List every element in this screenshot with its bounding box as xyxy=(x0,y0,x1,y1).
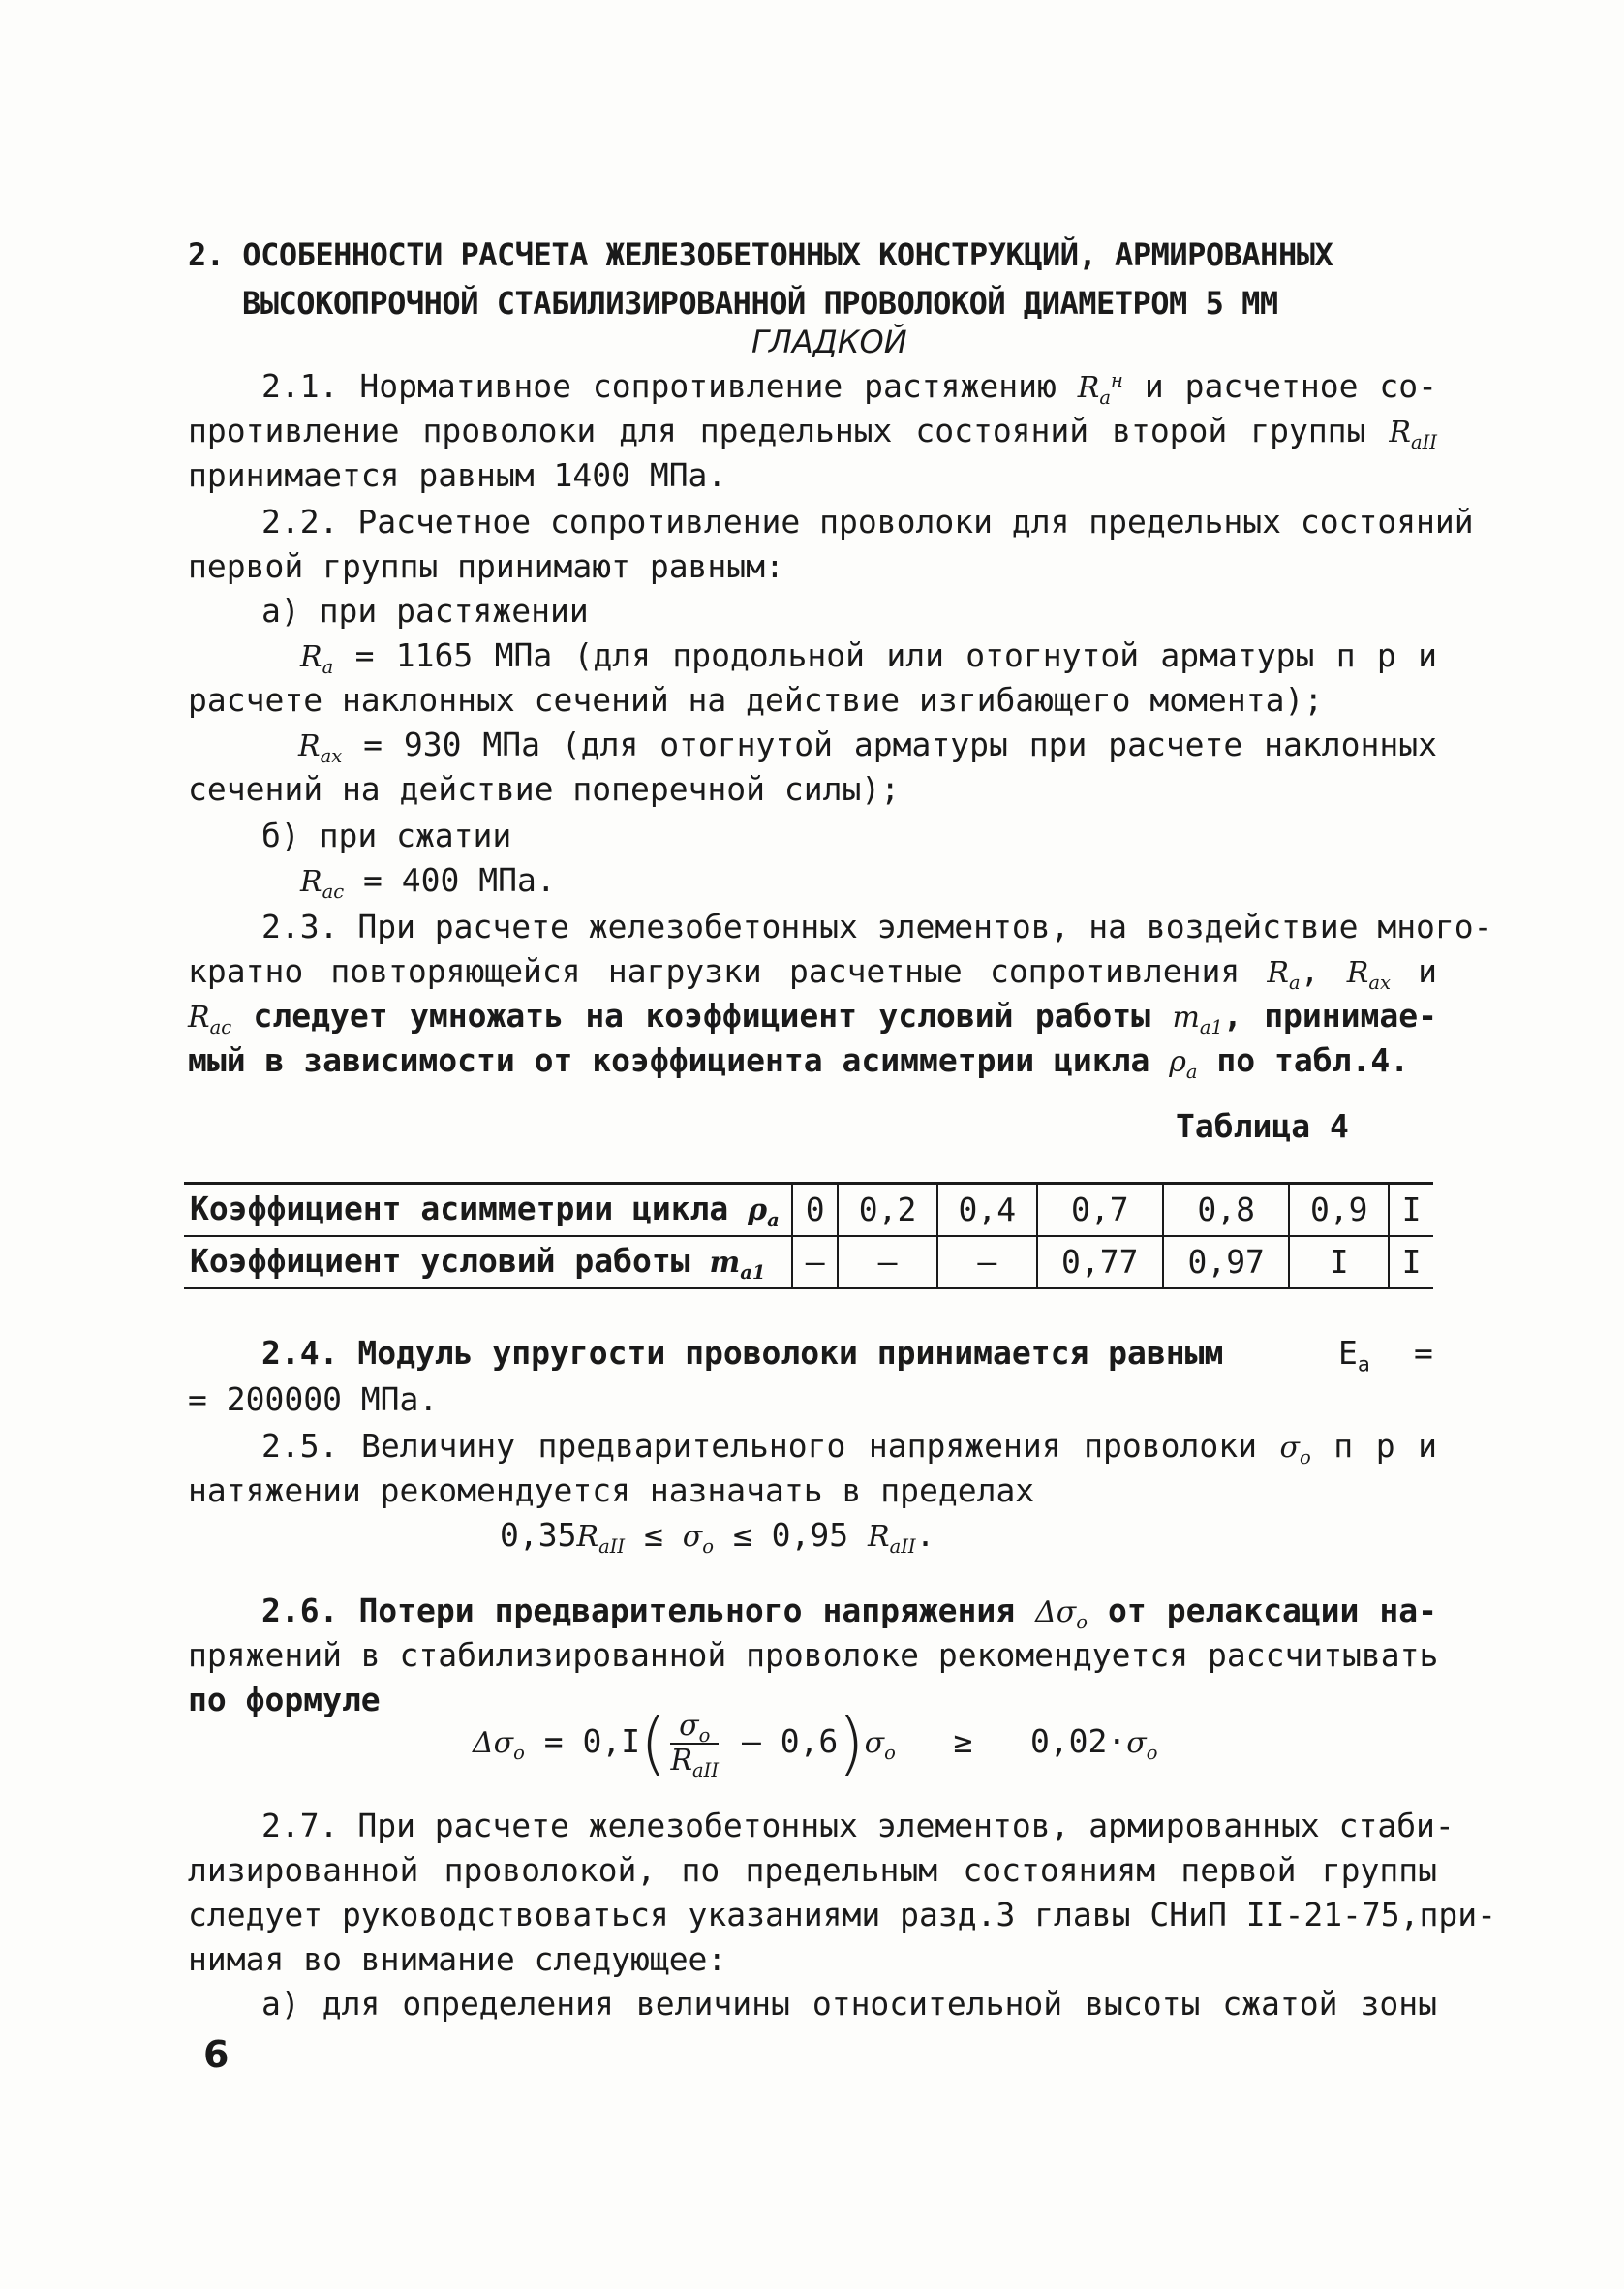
text: по табл.4. xyxy=(1216,1041,1410,1079)
p27-line2: лизированной проволокой, по предельным состояниям первой группы xyxy=(188,1851,1437,1889)
table-cell: 0 xyxy=(792,1184,838,1237)
text: и xyxy=(1418,952,1437,990)
row-label: Коэффициент условий работы $m_{a1}$ xyxy=(184,1236,792,1288)
table-4 xyxy=(184,1182,1433,1289)
symbol-r-ax: $R_{ax}$ xyxy=(298,729,343,767)
p22-item-b: б) при сжатии xyxy=(261,817,512,854)
table-cell: 0,2 xyxy=(838,1184,937,1237)
text: , принимае- xyxy=(1222,997,1437,1035)
text: мый в зависимости от коэффициента асимметрии цикла xyxy=(188,1041,1150,1079)
heading-handwritten-insert: ГЛАДКОЙ xyxy=(751,324,907,360)
formula-range: $0,35R_{aII} \le \sigma_o \le 0,95$ $R_{aII}$. xyxy=(500,1516,935,1558)
table-cell: – xyxy=(792,1236,838,1288)
table-cell: – xyxy=(937,1236,1037,1288)
p26-line2: пряжений в стабилизированной проволоке рекомендуется рассчитывать xyxy=(188,1636,1439,1674)
symbol-r-a-norm: $R_a^н$ xyxy=(1077,369,1123,409)
p23-line3 xyxy=(188,994,1437,1040)
row-label: Коэффициент асимметрии цикла $\rho_a$ xyxy=(184,1184,792,1237)
text: = 930 МПа (для отогнутой арматуры при расчете наклонных xyxy=(363,726,1437,763)
text: и расчетное со- xyxy=(1144,367,1438,405)
page-number: 6 xyxy=(203,2033,230,2076)
table-cell: 0,8 xyxy=(1163,1184,1289,1237)
table-cell: 0,77 xyxy=(1037,1236,1163,1288)
table-cell: 0,4 xyxy=(937,1184,1037,1237)
p22-line2: первой группы принимают равным: xyxy=(188,547,784,585)
symbol-m-a1: $m_{a1}$ xyxy=(1172,1001,1223,1038)
p25-line1 xyxy=(261,1424,1437,1470)
symbol-r-ac: $R_{ac}$ xyxy=(188,1001,232,1038)
table-cell: I xyxy=(1389,1236,1433,1288)
p27-line4: нимая во внимание следующее: xyxy=(188,1940,727,1978)
p26-line3: по формуле xyxy=(188,1681,381,1718)
p25-line2: натяжении рекомендуется назначать в пределах xyxy=(188,1471,1035,1509)
p22-ra-cont: расчете наклонных сечений на действие изгибающего момента); xyxy=(188,681,1324,719)
text: = 1165 МПа (для продольной или отогнутой арматуры п р и xyxy=(354,636,1437,674)
p22-item-a: а) при растяжении xyxy=(261,592,589,630)
formula-relaxation-loss: $\Delta\sigma_o = 0,I$( $\sigma_o$ $R_{aII}$ – $0,6)\sigma_o$ ≥ $0,02\cdot\sigma_o$ xyxy=(473,1703,1158,1783)
symbol-r-a: $R_a$ xyxy=(1267,956,1301,994)
fraction: $\sigma_o$ $R_{aII}$ xyxy=(670,1708,720,1781)
p27-line3: следует руководствоваться указаниями разд.3 главы СНиП II-21-75,при- xyxy=(188,1896,1497,1933)
table-cell: 0,7 xyxy=(1037,1184,1163,1237)
symbol-e-a: $E_a$ xyxy=(1338,1334,1370,1377)
p22-rax-line xyxy=(298,723,1437,769)
p22-rac-line xyxy=(300,858,1549,905)
text: = 400 МПа. xyxy=(363,861,556,899)
symbol-delta-sigma-o: $\Delta\sigma_o$ xyxy=(1035,1595,1088,1633)
p24-line2: = 200000 МПа. xyxy=(188,1380,439,1418)
text: кратно повторяющейся нагрузки расчетные сопротивления xyxy=(188,952,1241,990)
p22-ra-line xyxy=(300,634,1437,680)
p24-line1 xyxy=(261,1331,1437,1376)
p23-line1: 2.3. При расчете железобетонных элементов, на воздействие много- xyxy=(261,908,1493,945)
table-caption: Таблица 4 xyxy=(1176,1107,1349,1145)
equals-sign: = xyxy=(1414,1334,1433,1372)
symbol-rho-a: $\rho_a$ xyxy=(1169,1045,1198,1083)
table-cell: – xyxy=(838,1236,937,1288)
text: 2.4. Модуль упругости проволоки принимается равным xyxy=(261,1334,1224,1372)
p21-line3: принимается равным 1400 МПа. xyxy=(188,456,727,494)
p27-line5: а) для определения величины относительной высоты сжатой зоны xyxy=(261,1985,1437,2023)
text: 2.1. Нормативное сопротивление растяжению xyxy=(261,367,1057,405)
symbol-r-a: $R_a$ xyxy=(300,640,334,678)
p26-line1 xyxy=(261,1589,1437,1635)
table-row xyxy=(184,1236,1433,1288)
p27-line1: 2.7. При расчете железобетонных элементов, армированных стаби- xyxy=(261,1807,1455,1844)
symbol-r-ax: $R_{ax}$ xyxy=(1346,956,1391,994)
table-cell: 0,9 xyxy=(1289,1184,1389,1237)
table-cell: 0,97 xyxy=(1163,1236,1289,1288)
p21-line1 xyxy=(261,364,1437,411)
p22-rax-cont: сечений на действие поперечной силы); xyxy=(188,770,901,808)
text: от релаксации на- xyxy=(1108,1592,1437,1629)
text: следует умножать на коэффициент условий работы xyxy=(253,997,1151,1035)
symbol-r-a2: $R_{aII}$ xyxy=(1389,416,1438,453)
table-cell: I xyxy=(1389,1184,1433,1237)
text: 2.6. Потери предварительного напряжения xyxy=(261,1592,1016,1629)
section-heading-line2: ВЫСОКОПРОЧНОЙ СТАБИЛИЗИРОВАННОЙ ПРОВОЛОКОЙ ДИАМЕТРОМ 5 ММ xyxy=(242,285,1278,322)
p23-line2: кратно повторяющейся нагрузки расчетные сопротивления $R_a$, $R_{ax}$ и xyxy=(188,952,1437,994)
p22-line1: 2.2. Расчетное сопротивление проволоки для предельных состояний xyxy=(261,503,1474,541)
text: противление проволоки для предельных состояний второй группы xyxy=(188,412,1366,449)
symbol-sigma-o: $\sigma_o$ xyxy=(1279,1431,1311,1469)
text: п р и xyxy=(1333,1427,1437,1465)
symbol-r-ac: $R_{ac}$ xyxy=(300,865,345,903)
table-row xyxy=(184,1184,1433,1237)
section-heading-line1: 2. ОСОБЕННОСТИ РАСЧЕТА ЖЕЛЕЗОБЕТОННЫХ КОНСТРУКЦИЙ, АРМИРОВАННЫХ xyxy=(188,236,1333,273)
text: 2.5. Величину предварительного напряжения проволоки xyxy=(261,1427,1257,1465)
p23-line4 xyxy=(188,1038,1437,1085)
table-cell: I xyxy=(1289,1236,1389,1288)
p21-line2 xyxy=(188,409,1437,455)
